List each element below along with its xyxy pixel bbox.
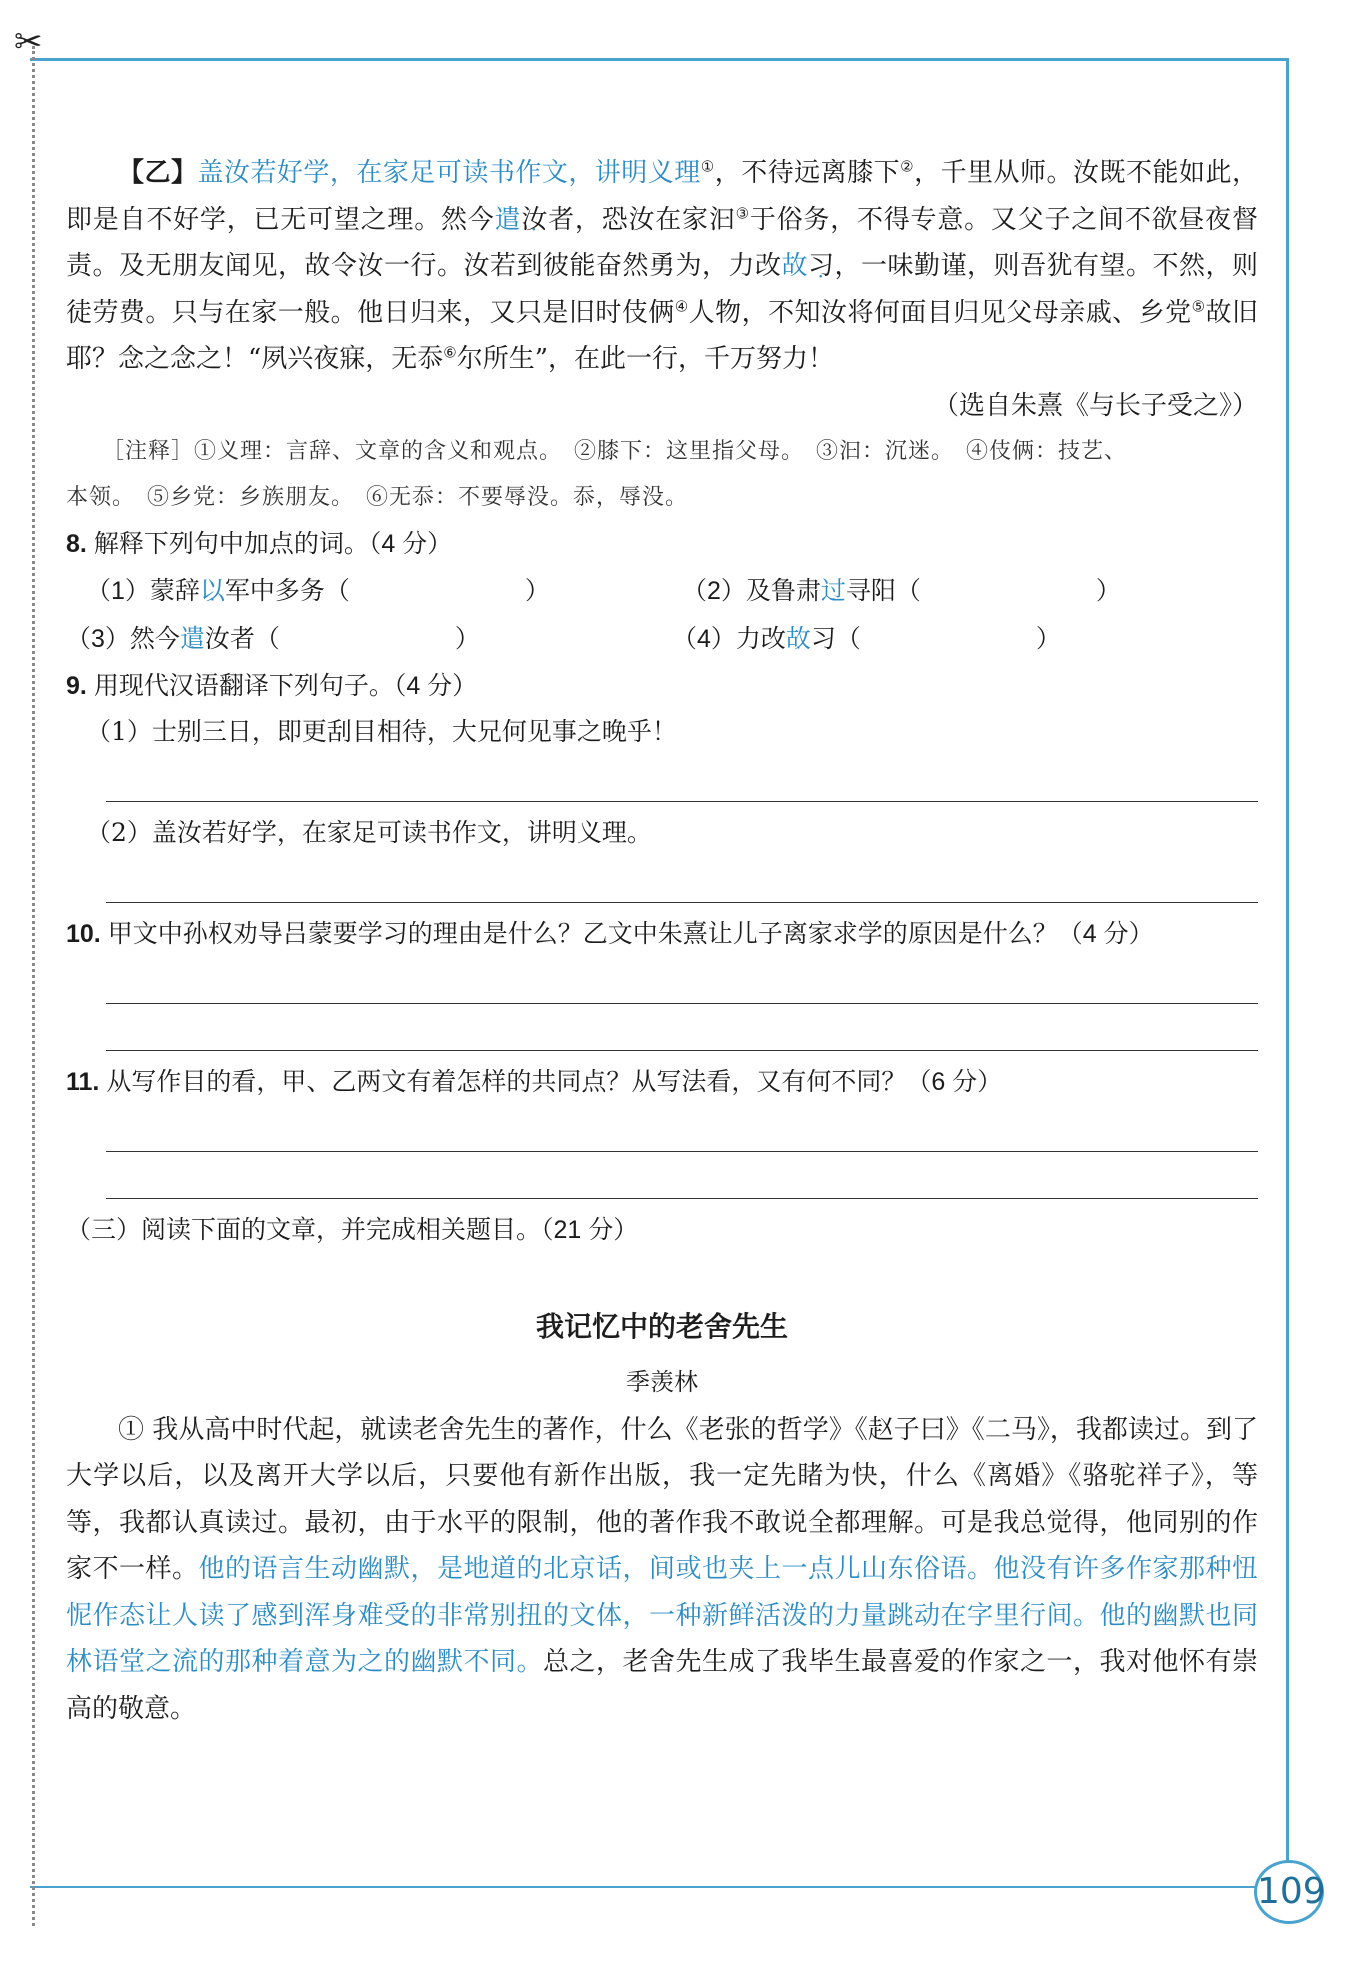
question-8-row-1	[66, 567, 1258, 615]
question-11	[66, 1059, 1258, 1105]
question-8-item-1	[66, 567, 662, 615]
note-ref-1: ①	[700, 157, 715, 176]
dotted-word-gu-q8: 故	[785, 624, 811, 653]
main-content	[66, 150, 1258, 1732]
question-8-number: 8.	[66, 529, 87, 558]
section-3-heading: （三）阅读下面的文章，并完成相关题目。（21 分）	[66, 1215, 639, 1244]
yi-source: （选自朱熹《与长子受之》）	[932, 390, 1258, 421]
yi-text-seg: 于俗务，不得专意。又父子之间不欲昼夜督责。及无朋友闻见，故令汝一行。汝若到彼能奋然勇为，力改	[66, 204, 1258, 281]
note-ref-3: ③	[735, 203, 750, 222]
question-8-item-3	[66, 615, 652, 663]
yi-text-seg: 人物，不知汝将何面目归见父母亲戚、乡党	[688, 297, 1192, 328]
yi-text-seg: 汝者，恐汝在家汩	[521, 204, 736, 235]
note-ref-4: ④	[674, 296, 689, 315]
dotted-word-guo: 过	[820, 576, 846, 605]
article-title: 我记忆中的老舍先生	[535, 1310, 788, 1342]
annotations-line-2: 本领。 ⑤乡党：乡族朋友。 ⑥无忝：不要辱没。忝，辱没。	[66, 484, 689, 510]
annotations-label: ［注释］	[102, 438, 195, 464]
article-text: 总之，老舍先生成了我毕生最喜爱的作家之一，我对他怀有崇高的敬意。	[66, 1647, 1258, 1724]
annotations	[66, 429, 1258, 475]
yi-passage	[66, 150, 1258, 383]
item-prefix: （3）然今	[66, 624, 180, 653]
question-8-row-2	[66, 615, 1258, 663]
question-11-number: 11.	[66, 1067, 100, 1096]
question-8-text: 解释下列句中加点的词。（4 分）	[93, 529, 453, 558]
yi-text-seg: 习，一味勤谨，则吾犹有望。不然，则徒劳费。只与在家一般。他日归来，又只是旧时伎俩	[66, 251, 1258, 328]
article-highlight: 他的语言生动幽默，是地道的北京话，间或也夹上一点儿山东俗语。他没有许多作家那种忸怩作态让人读了感到浑身难受的非常别扭的文体，一种新鲜活泼的力量跳动在字里行间。他的幽默也同林语堂之流的那种着意为之的幽默不同。	[66, 1554, 1258, 1677]
item-prefix: （2）及鲁肃	[682, 576, 821, 605]
note-ref-6: ⑥	[443, 343, 457, 362]
item-prefix: （1）蒙辞	[86, 576, 200, 605]
page-number: 109	[1254, 1860, 1324, 1924]
article-text: ① 我从高中时代起，就读老舍先生的著作，什么《老张的哲学》《赵子曰》《二马》，我都读过。到了大学以后，以及离开大学以后，只要他有新作出版，我一定先睹为快，什么《离婚》《骆驼祥子》，等等，我都认真读过。最初，由于水平的限制，他的著作我不敢说全都理解。可是我总觉得，他同别的作家不一样。	[66, 1414, 1258, 1584]
answer-line[interactable]	[106, 755, 1258, 802]
dotted-word-qian: 遣	[494, 204, 522, 235]
question-9-sentence-1: （1）士别三日，即更刮目相待，大兄何见事之晚乎！	[86, 716, 677, 746]
annotations-line-1: ①义理：言辞、文章的含义和观点。 ②膝下：这里指父母。 ③汩：沉迷。 ④伎俩：技艺、	[194, 438, 1128, 464]
note-ref-5: ⑤	[1191, 296, 1206, 315]
yi-label: 【乙】	[118, 158, 198, 188]
question-9	[66, 663, 1258, 709]
article-author: 季羡林	[626, 1367, 698, 1396]
answer-line[interactable]	[106, 957, 1258, 1004]
answer-line[interactable]	[106, 1105, 1258, 1152]
dotted-word-qian-q8: 遣	[179, 624, 205, 653]
item-answer-blank[interactable]: 习（ ）	[810, 624, 1061, 653]
dotted-word-yi: 以	[199, 576, 225, 605]
question-9-number: 9.	[66, 671, 87, 700]
answer-line[interactable]	[106, 1004, 1258, 1051]
frame-right-border	[1286, 58, 1289, 1898]
yi-text-seg: ，千里从师。汝既不能如此，即是自不好学，已无可望之理。然今	[66, 158, 1258, 235]
answer-line[interactable]	[106, 1152, 1258, 1199]
yi-highlight-sentence: 盖汝若好学，在家足可读书作文，讲明义理	[197, 158, 701, 188]
item-prefix: （4）力改	[672, 624, 786, 653]
scissors-icon: ✂	[14, 22, 43, 62]
question-10	[66, 911, 1258, 957]
question-8-item-2	[662, 567, 1258, 615]
yi-text-seg: 故旧耶？念之念之！“夙兴夜寐，无忝	[66, 297, 1258, 374]
item-answer-blank[interactable]: 汝者（ ）	[204, 624, 480, 653]
question-8	[66, 521, 1258, 567]
cut-line	[32, 46, 35, 1926]
frame-top-border	[30, 58, 1288, 61]
question-9-sentence-2: （2）盖汝若好学，在家足可读书作文，讲明义理。	[86, 817, 652, 847]
item-answer-blank[interactable]: 寻阳（ ）	[845, 576, 1121, 605]
note-ref-2: ②	[900, 157, 915, 176]
question-11-text: 从写作目的看，甲、乙两文有着怎样的共同点？从写法看，又有何不同？（6 分）	[106, 1067, 1003, 1096]
question-10-number: 10.	[66, 919, 101, 948]
question-10-text: 甲文中孙权劝导吕蒙要学习的理由是什么？乙文中朱熹让儿子离家求学的原因是什么？（4 分）	[107, 919, 1154, 948]
item-answer-blank[interactable]: 军中多务（ ）	[224, 576, 550, 605]
article-paragraph-1	[66, 1407, 1258, 1733]
frame-bottom-border	[30, 1886, 1258, 1888]
yi-text-seg: 尔所生”，在此一行，千万努力！	[456, 344, 835, 374]
dotted-word-gu: 故	[781, 251, 808, 281]
question-8-item-4	[652, 615, 1258, 663]
question-9-text: 用现代汉语翻译下列句子。（4 分）	[93, 671, 478, 700]
answer-line[interactable]	[106, 856, 1258, 903]
yi-text-seg: ，不待远离膝下	[714, 158, 901, 188]
